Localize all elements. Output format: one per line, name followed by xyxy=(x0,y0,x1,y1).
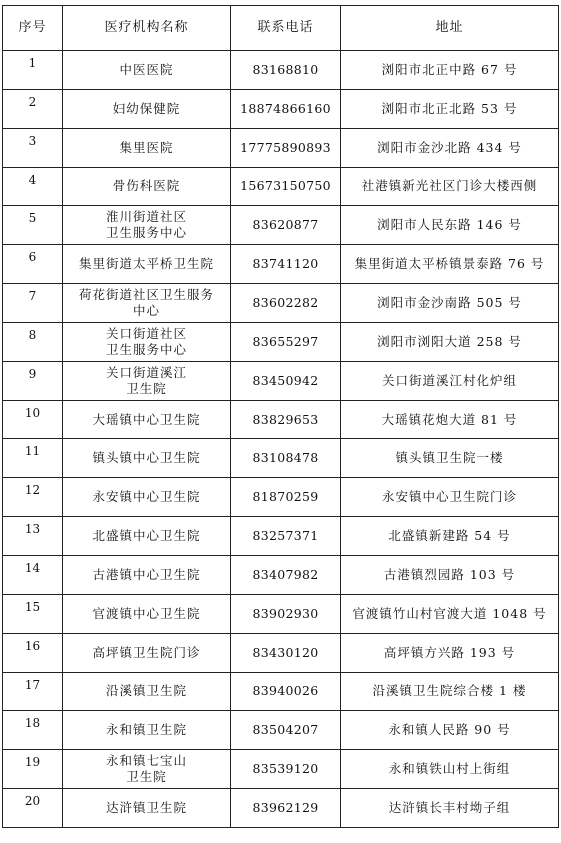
table-row xyxy=(3,361,559,400)
row-index: 19 xyxy=(3,750,63,789)
row-institution-name: 永和镇七宝山 卫生院 xyxy=(63,750,231,789)
row-institution-name: 沿溪镇卫生院 xyxy=(63,672,231,711)
row-phone: 83829653 xyxy=(231,400,341,439)
header-row xyxy=(3,6,559,51)
table-body xyxy=(3,51,559,828)
row-index: 3 xyxy=(3,128,63,167)
table-row xyxy=(3,672,559,711)
row-index: 13 xyxy=(3,517,63,556)
row-address: 官渡镇竹山村官渡大道 1048 号 xyxy=(341,594,559,633)
row-phone: 83655297 xyxy=(231,322,341,361)
row-address: 社港镇新光社区门诊大楼西侧 xyxy=(341,167,559,206)
row-phone: 81870259 xyxy=(231,478,341,517)
table-row xyxy=(3,750,559,789)
row-institution-name: 关口街道溪江 卫生院 xyxy=(63,361,231,400)
table-row xyxy=(3,89,559,128)
row-address: 永和镇铁山村上街组 xyxy=(341,750,559,789)
row-address: 镇头镇卫生院一楼 xyxy=(341,439,559,478)
row-address: 浏阳市北正北路 53 号 xyxy=(341,89,559,128)
row-institution-name: 中医医院 xyxy=(63,51,231,90)
table-row xyxy=(3,245,559,284)
header-phone: 联系电话 xyxy=(231,6,341,51)
row-index: 18 xyxy=(3,711,63,750)
table-row xyxy=(3,633,559,672)
row-phone: 15673150750 xyxy=(231,167,341,206)
row-institution-name: 集里街道太平桥卫生院 xyxy=(63,245,231,284)
table-row xyxy=(3,517,559,556)
row-index: 9 xyxy=(3,361,63,400)
row-index: 2 xyxy=(3,89,63,128)
table-row xyxy=(3,711,559,750)
row-phone: 83940026 xyxy=(231,672,341,711)
header-name: 医疗机构名称 xyxy=(63,6,231,51)
row-phone: 83620877 xyxy=(231,206,341,245)
row-address: 高坪镇方兴路 193 号 xyxy=(341,633,559,672)
row-institution-name: 高坪镇卫生院门诊 xyxy=(63,633,231,672)
row-phone: 18874866160 xyxy=(231,89,341,128)
row-institution-name: 关口街道社区 卫生服务中心 xyxy=(63,322,231,361)
row-address: 关口街道溪江村化炉组 xyxy=(341,361,559,400)
row-address: 浏阳市金沙南路 505 号 xyxy=(341,284,559,323)
table-row xyxy=(3,51,559,90)
row-institution-name: 集里医院 xyxy=(63,128,231,167)
medical-institutions-table xyxy=(2,5,559,828)
row-index: 12 xyxy=(3,478,63,517)
row-address: 浏阳市金沙北路 434 号 xyxy=(341,128,559,167)
row-phone: 83108478 xyxy=(231,439,341,478)
row-index: 11 xyxy=(3,439,63,478)
table-row xyxy=(3,284,559,323)
row-index: 1 xyxy=(3,51,63,90)
table-row xyxy=(3,439,559,478)
row-index: 20 xyxy=(3,789,63,828)
row-index: 17 xyxy=(3,672,63,711)
header-index: 序号 xyxy=(3,6,63,51)
row-institution-name: 达浒镇卫生院 xyxy=(63,789,231,828)
row-address: 大瑶镇花炮大道 81 号 xyxy=(341,400,559,439)
row-phone: 83602282 xyxy=(231,284,341,323)
header-address: 地址 xyxy=(341,6,559,51)
table-row xyxy=(3,789,559,828)
row-address: 集里街道太平桥镇景泰路 76 号 xyxy=(341,245,559,284)
row-institution-name: 妇幼保健院 xyxy=(63,89,231,128)
row-address: 沿溪镇卫生院综合楼 1 楼 xyxy=(341,672,559,711)
row-index: 7 xyxy=(3,284,63,323)
row-institution-name: 荷花街道社区卫生服务 中心 xyxy=(63,284,231,323)
row-index: 10 xyxy=(3,400,63,439)
table-row xyxy=(3,400,559,439)
row-index: 14 xyxy=(3,555,63,594)
row-phone: 17775890893 xyxy=(231,128,341,167)
row-institution-name: 骨伤科医院 xyxy=(63,167,231,206)
row-index: 6 xyxy=(3,245,63,284)
table-row xyxy=(3,167,559,206)
row-address: 浏阳市北正中路 67 号 xyxy=(341,51,559,90)
table-row xyxy=(3,478,559,517)
row-phone: 83450942 xyxy=(231,361,341,400)
row-address: 永和镇人民路 90 号 xyxy=(341,711,559,750)
row-index: 8 xyxy=(3,322,63,361)
row-institution-name: 官渡镇中心卫生院 xyxy=(63,594,231,633)
row-index: 4 xyxy=(3,167,63,206)
row-phone: 83407982 xyxy=(231,555,341,594)
row-index: 15 xyxy=(3,594,63,633)
row-address: 浏阳市人民东路 146 号 xyxy=(341,206,559,245)
table-row xyxy=(3,594,559,633)
row-phone: 83257371 xyxy=(231,517,341,556)
row-phone: 83902930 xyxy=(231,594,341,633)
row-institution-name: 古港镇中心卫生院 xyxy=(63,555,231,594)
row-institution-name: 永安镇中心卫生院 xyxy=(63,478,231,517)
row-institution-name: 大瑶镇中心卫生院 xyxy=(63,400,231,439)
row-address: 永安镇中心卫生院门诊 xyxy=(341,478,559,517)
table-row xyxy=(3,128,559,167)
row-phone: 83962129 xyxy=(231,789,341,828)
row-address: 古港镇烈园路 103 号 xyxy=(341,555,559,594)
row-phone: 83539120 xyxy=(231,750,341,789)
row-address: 北盛镇新建路 54 号 xyxy=(341,517,559,556)
table-row xyxy=(3,555,559,594)
table-row xyxy=(3,206,559,245)
row-institution-name: 永和镇卫生院 xyxy=(63,711,231,750)
row-address: 达浒镇长丰村坳子组 xyxy=(341,789,559,828)
row-phone: 83504207 xyxy=(231,711,341,750)
table-row xyxy=(3,322,559,361)
row-index: 5 xyxy=(3,206,63,245)
row-institution-name: 镇头镇中心卫生院 xyxy=(63,439,231,478)
row-phone: 83168810 xyxy=(231,51,341,90)
row-index: 16 xyxy=(3,633,63,672)
row-institution-name: 北盛镇中心卫生院 xyxy=(63,517,231,556)
row-institution-name: 淮川街道社区 卫生服务中心 xyxy=(63,206,231,245)
row-phone: 83741120 xyxy=(231,245,341,284)
row-phone: 83430120 xyxy=(231,633,341,672)
row-address: 浏阳市浏阳大道 258 号 xyxy=(341,322,559,361)
